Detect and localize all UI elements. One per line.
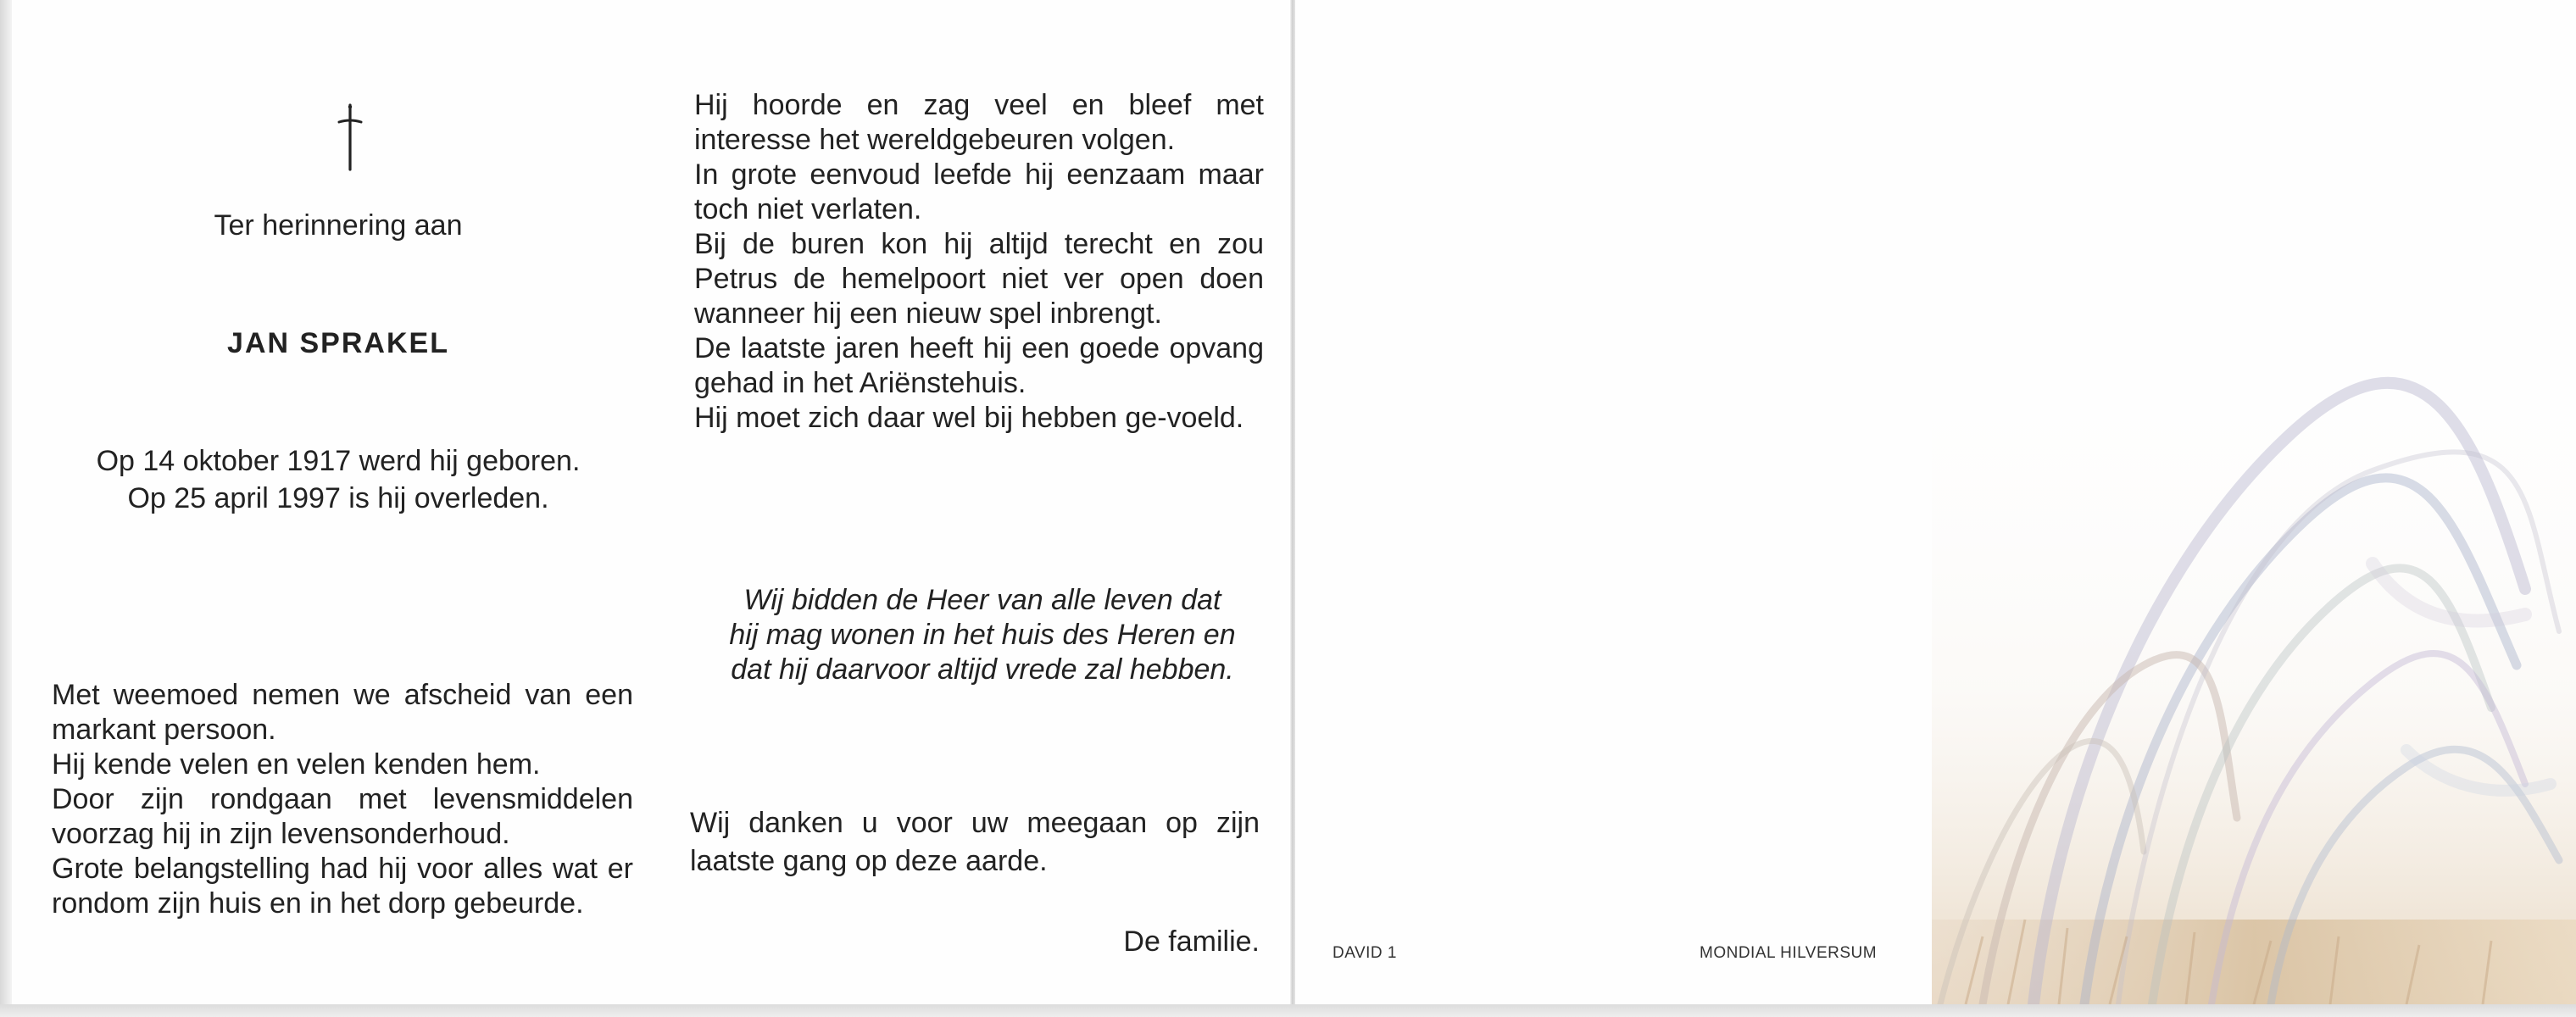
card-panel-left — [12, 0, 673, 1004]
biography-paragraph: Hij kende velen en velen kenden hem. — [52, 748, 541, 781]
biography-text — [52, 678, 633, 921]
grass-watercolor-illustration — [1932, 309, 2576, 1004]
card-panel-back — [1297, 0, 2576, 1004]
prayer-text — [690, 583, 1275, 687]
memories-text — [694, 88, 1264, 436]
deceased-name: JAN SPRAKEL — [227, 327, 449, 359]
card-panel-middle — [673, 0, 1292, 1004]
design-code: DAVID 1 — [1333, 944, 1398, 962]
memories-paragraph: Bij de buren kon hij altijd terecht en zou Petrus de hemelpoort niet ver open doen wanneer hij een nieuw spel inbrengt. — [694, 228, 1264, 330]
card-edge-shadow — [0, 0, 12, 1017]
card-bottom-edge — [0, 1004, 2576, 1017]
biography-paragraph: Met weemoed nemen we afscheid van een markant persoon. — [52, 679, 633, 746]
birth-line: Op 14 oktober 1917 werd hij geboren. — [96, 445, 581, 477]
thanks-text: Wij danken u voor uw meegaan op zijn laatste gang op deze aarde. — [690, 807, 1260, 877]
memories-paragraph: Hij moet zich daar wel bij hebben ge-voeld. — [694, 402, 1244, 434]
biography-paragraph: Grote belangstelling had hij voor alles wat er rondom zijn huis en in het dorp gebeurde. — [52, 853, 633, 920]
memories-paragraph: Hij hoorde en zag veel en bleef met interesse het wereldgebeuren volgen. — [694, 89, 1264, 156]
memories-paragraph: De laatste jaren heeft hij een goede opvang gehad in het Ariënstehuis. — [694, 332, 1264, 399]
prayer-line: dat hij daarvoor altijd vrede zal hebben. — [731, 653, 1234, 686]
signature: De familie. — [1123, 925, 1260, 958]
latin-cross-icon — [332, 103, 368, 171]
card-fold-line — [1290, 0, 1295, 1010]
printer-credit: MONDIAL HILVERSUM — [1700, 944, 1878, 962]
prayer-line: Wij bidden de Heer van alle leven dat — [743, 584, 1221, 616]
biography-paragraph: Door zijn rondgaan met levensmiddelen voorzag hij in zijn levensonderhoud. — [52, 783, 633, 850]
prayer-line: hij mag wonen in het huis des Heren en — [729, 619, 1236, 651]
death-line: Op 25 april 1997 is hij overleden. — [127, 482, 549, 514]
intro-text: Ter herinnering aan — [214, 209, 463, 242]
memories-paragraph: In grote eenvoud leefde hij eenzaam maar toch niet verlaten. — [694, 158, 1264, 225]
